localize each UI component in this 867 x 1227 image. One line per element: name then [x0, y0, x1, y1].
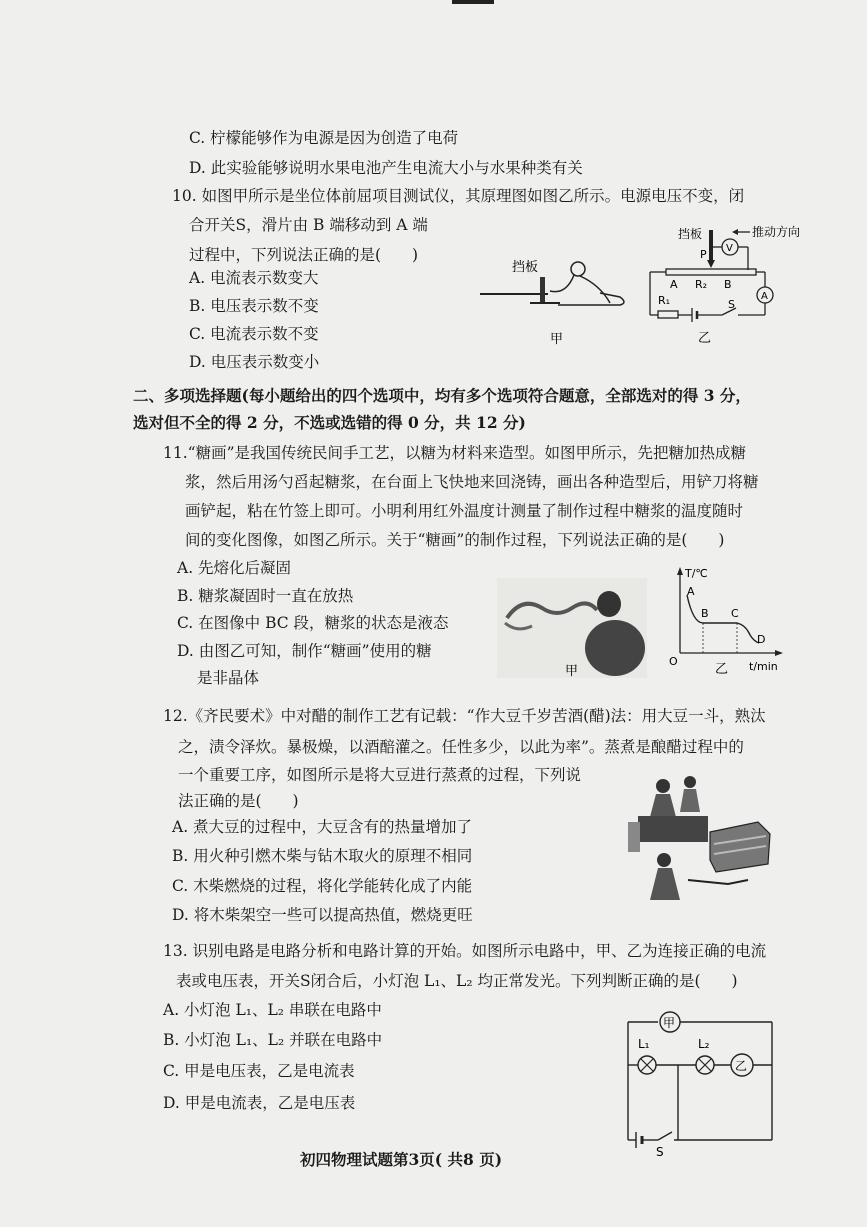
svg-text:A: A	[670, 278, 678, 291]
svg-text:C: C	[731, 607, 739, 620]
q11-option-c: C. 在图像中 BC 段，糖浆的状态是液态	[177, 614, 449, 632]
svg-text:T/℃: T/℃	[685, 567, 708, 580]
svg-text:甲: 甲	[663, 1016, 676, 1030]
q12-stem-2: 之，渍令泽炊。暴极燥，以酒醅灌之。任性多少，以此为率”。蒸煮是酿醋过程中的	[178, 738, 744, 756]
q11-option-a: A. 先熔化后凝固	[177, 559, 292, 577]
q12-option-c: C. 木柴燃烧的过程，将化学能转化成了内能	[172, 877, 473, 895]
svg-text:V: V	[726, 243, 733, 254]
svg-text:L₁: L₁	[638, 1037, 650, 1051]
svg-text:R₂: R₂	[695, 278, 708, 291]
q12-option-b: B. 用火种引燃木柴与钻木取火的原理不相同	[172, 847, 473, 865]
q13-option-b: B. 小灯泡 L₁、L₂ 并联在电路中	[163, 1031, 383, 1049]
q13-stem-2: 表或电压表，开关S闭合后，小灯泡 L₁、L₂ 均正常发光。下列判断正确的是( )	[176, 972, 738, 990]
q12-stem-3: 一个重要工序，如图所示是将大豆进行蒸煮的过程，下列说	[178, 766, 582, 784]
q11-stem-4: 间的变化图像，如图乙所示。关于“糖画”的制作过程，下列说法正确的是( )	[185, 531, 725, 549]
q13-option-a: A. 小灯泡 L₁、L₂ 串联在电路中	[163, 1001, 382, 1019]
q10-option-b: B. 电压表示数不变	[189, 297, 319, 315]
svg-text:R₁: R₁	[658, 294, 671, 307]
q10-stem-3: 过程中，下列说法正确的是( )	[189, 246, 419, 264]
svg-text:O: O	[669, 655, 678, 668]
q11-figure-jia	[497, 578, 647, 678]
q10-option-a: A. 电流表示数变大	[189, 269, 319, 287]
svg-text:A: A	[687, 585, 695, 598]
q13-circuit-figure	[618, 1010, 783, 1160]
q12-option-a: A. 煮大豆的过程中，大豆含有的热量增加了	[172, 818, 473, 836]
q11-option-d-2: 是非晶体	[197, 669, 260, 687]
q10-jia-board-label: 挡板	[512, 260, 539, 275]
svg-text:L₂: L₂	[698, 1037, 710, 1051]
q10-option-c: C. 电流表示数不变	[189, 325, 319, 343]
q11-jia-caption: 甲	[565, 664, 579, 678]
q13-option-d: D. 甲是电流表，乙是电压表	[163, 1094, 356, 1112]
q10-yi-push-label: 推动方向	[752, 225, 800, 239]
q10-jia-caption: 甲	[550, 332, 564, 347]
q10-figure-yi	[640, 222, 800, 347]
svg-text:B: B	[724, 278, 732, 291]
svg-text:t/min: t/min	[749, 660, 778, 673]
q11-stem-1: 11.“糖画”是我国传统民间手工艺，以糖为材料来造型。如图甲所示，先把糖加热成糖	[163, 444, 747, 462]
q10-figure-jia	[470, 255, 635, 350]
q11-figure-yi	[665, 565, 790, 680]
q13-stem-1: 13. 识别电路是电路分析和电路计算的开始。如图所示电路中，甲、乙为连接正确的电流	[163, 942, 767, 960]
q12-stem-4: 法正确的是( )	[178, 792, 299, 810]
top-mark	[452, 0, 494, 4]
q11-stem-2: 浆，然后用汤勺舀起糖浆，在台面上飞快地来回浇铸，画出各种造型后，用铲刀将糖	[185, 473, 759, 491]
svg-text:A: A	[761, 291, 768, 302]
q12-figure-steaming	[628, 772, 778, 907]
q11-yi-caption: 乙	[715, 662, 729, 677]
svg-text:D: D	[757, 633, 766, 646]
svg-text:S: S	[656, 1145, 664, 1159]
svg-text:乙: 乙	[735, 1059, 748, 1073]
q12-option-d: D. 将木柴架空一些可以提高热值，燃烧更旺	[172, 906, 473, 924]
q12-stem-1: 12.《齐民要术》中对醋的制作工艺有记载：“作大豆千岁苦酒(醋)法：用大豆一斗，熟汰	[163, 707, 766, 725]
q9-option-d: D. 此实验能够说明水果电池产生电流大小与水果种类有关	[189, 159, 583, 177]
q9-option-c: C. 柠檬能够作为电源是因为创造了电荷	[189, 129, 459, 147]
q11-stem-3: 画铲起，粘在竹签上即可。小明利用红外温度计测量了制作过程中糖浆的温度随时	[185, 502, 744, 520]
page-footer: 初四物理试题第3页( 共8 页)	[300, 1150, 503, 1169]
q11-option-d-1: D. 由图乙可知，制作“糖画”使用的糖	[177, 642, 432, 660]
q13-option-c: C. 甲是电压表，乙是电流表	[163, 1062, 355, 1080]
svg-text:P: P	[700, 248, 707, 261]
svg-text:B: B	[701, 607, 709, 620]
q10-stem-1: 10. 如图甲所示是坐位体前屈项目测试仪，其原理图如图乙所示。电源电压不变，闭	[172, 187, 745, 205]
q10-option-d: D. 电压表示数变小	[189, 353, 320, 371]
q10-yi-board-label: 挡板	[678, 227, 703, 241]
q10-stem-2: 合开关S，滑片由 B 端移动到 A 端	[189, 216, 428, 234]
section-2-header-2: 选对但不全的得 2 分，不选或选错的得 0 分，共 12 分)	[133, 413, 526, 432]
svg-text:S: S	[728, 298, 735, 311]
q10-yi-caption: 乙	[698, 331, 712, 346]
q11-option-b: B. 糖浆凝固时一直在放热	[177, 587, 354, 605]
section-2-header-1: 二、多项选择题(每小题给出的四个选项中，均有多个选项符合题意，全部选对的得 3 分，	[133, 386, 751, 405]
